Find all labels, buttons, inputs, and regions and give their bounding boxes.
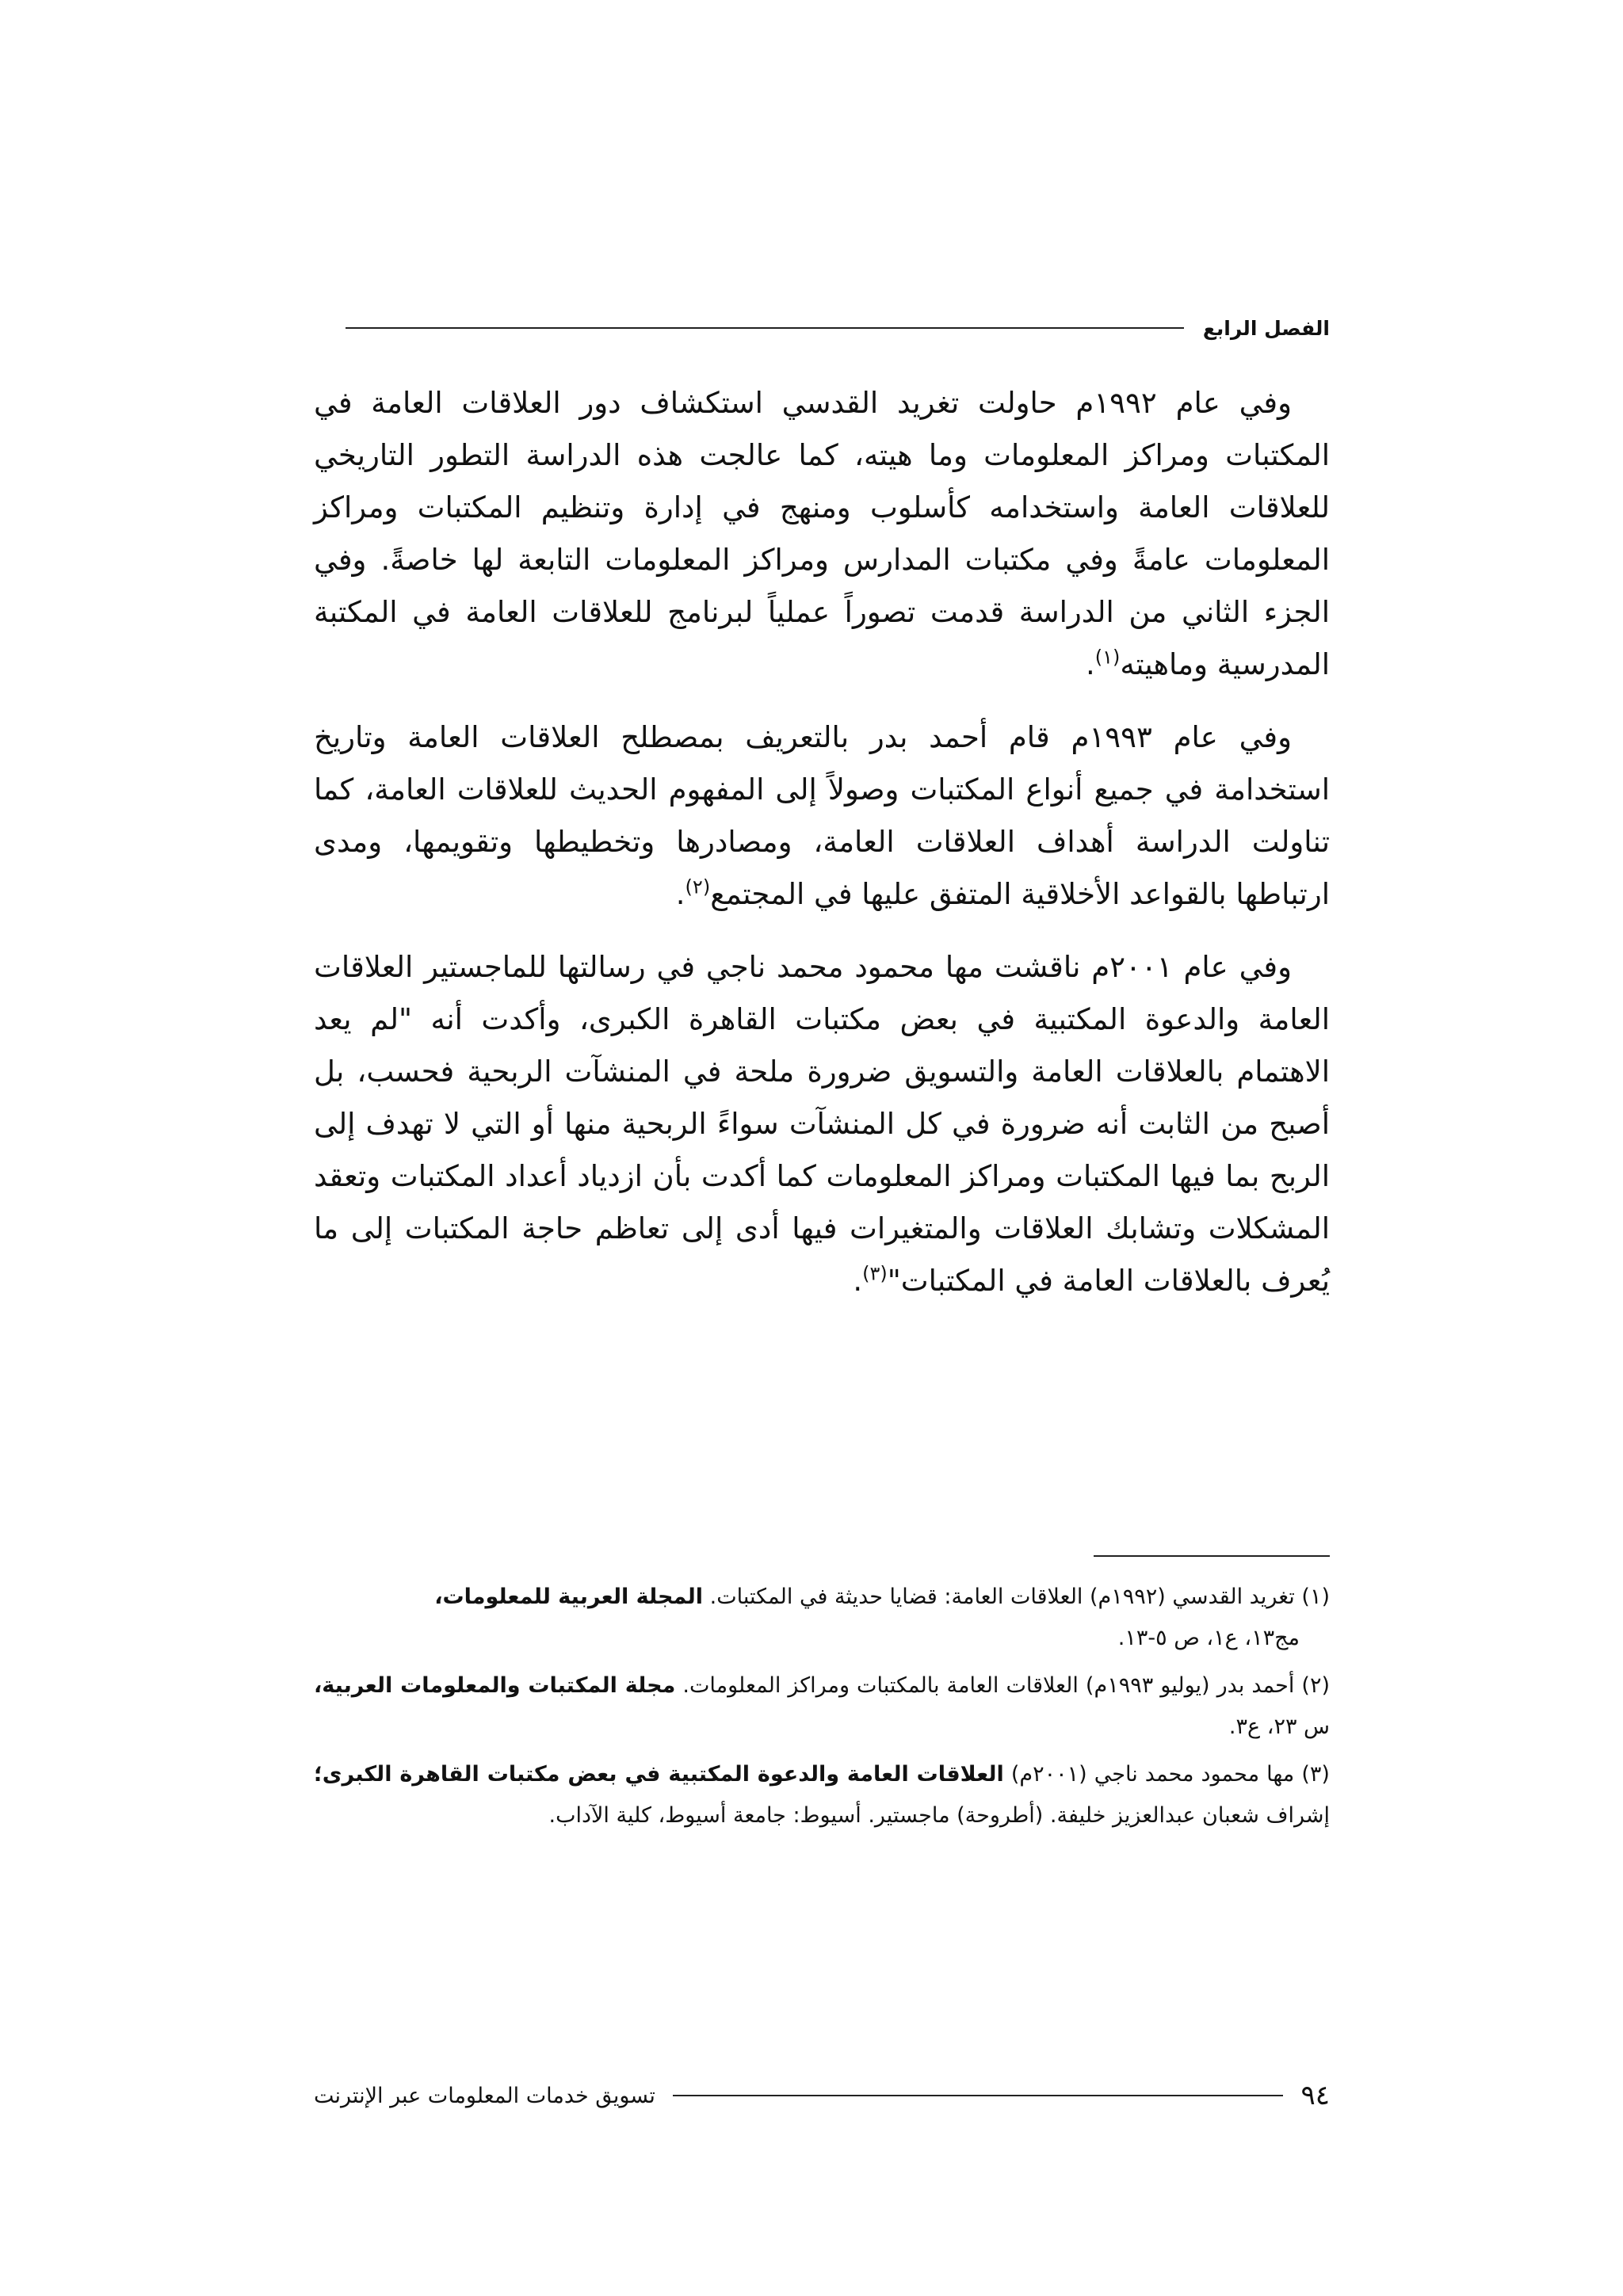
body-text <box>314 377 1330 1328</box>
footnote-1-number: (١) <box>1301 1585 1330 1609</box>
header-rule <box>346 327 1184 329</box>
footnote-3 <box>314 1754 1330 1836</box>
footnote-2-number: (٢) <box>1301 1673 1330 1698</box>
running-header <box>314 311 1330 345</box>
footnote-1 <box>314 1577 1330 1659</box>
footer-rule <box>673 2095 1284 2096</box>
footnote-2 <box>314 1665 1330 1748</box>
footnote-3-number: (٣) <box>1301 1762 1330 1787</box>
footnote-1-details: مج١٣، ع١، ص ٥-١٣. <box>1117 1626 1300 1650</box>
footnote-ref-3: (٣) <box>862 1262 888 1285</box>
footnote-1-text: تغريد القدسي (١٩٩٢م) العلاقات العامة: قضايا حديثة في المكتبات. <box>709 1585 1295 1609</box>
paragraph-1 <box>314 377 1330 691</box>
paragraph-3 <box>314 941 1330 1307</box>
footnote-ref-1: (١) <box>1094 646 1121 669</box>
footnote-3-details: إشراف شعبان عبدالعزيز خليفة. (أطروحة) ماجستير. أسيوط: جامعة أسيوط، كلية الآداب. <box>548 1803 1330 1828</box>
paragraph-2-text: وفي عام ١٩٩٣م قام أحمد بدر بالتعريف بمصطلح العلاقات العامة وتاريخ استخدامة في جميع أنواع المكتبات وصولاً إلى المفهوم الحديث للعلاقات العامة، كما تناولت الدراسة أهداف العلاقات العامة، ومصادرها وتخطيطها وتقويمها، ومدى ارتباطها بالقواعد الأخلاقية المتفق عليها في المجتمع <box>314 720 1330 911</box>
footnote-1-journal: المجلة العربية للمعلومات، <box>434 1585 704 1609</box>
paragraph-1-end: . <box>1085 647 1095 681</box>
paragraph-1-text: وفي عام ١٩٩٢م حاولت تغريد القدسي استكشاف دور العلاقات العامة في المكتبات ومراكز المعلومات وما هيته، كما عالجت هذه الدراسة التطور التاريخي للعلاقات العامة واستخدامه كأسلوب ومنهج في إدارة وتنظيم المكتبات ومراكز المعلومات عامةً وفي مكتبات المدارس ومراكز المعلومات التابعة لها خاصةً. وفي الجزء الثاني من الدراسة قدمت تصوراً عملياً لبرنامج للعلاقات العامة في المكتبة المدرسية وماهيته <box>314 386 1330 681</box>
paragraph-3-text: وفي عام ٢٠٠١م ناقشت مها محمود محمد ناجي في رسالتها للماجستير العلاقات العامة والدعوة المكتبية في بعض مكتبات القاهرة الكبرى، وأكدت أنه "لم يعد الاهتمام بالعلاقات العامة والتسويق ضرورة ملحة في المنشآت الربحية فحسب، بل أصبح من الثابت أنه ضرورة في كل المنشآت سواءً الربحية منها أو التي لا تهدف إلى الربح بما فيها المكتبات ومراكز المعلومات كما أكدت بأن ازدياد أعداد المكتبات وتعقد المشكلات وتشابك العلاقات والمتغيرات فيها أدى إلى تعاظم حاجة المكتبات إلى ما يُعرف بالعلاقات العامة في المكتبات" <box>314 950 1330 1298</box>
paragraph-2-end: . <box>675 877 685 911</box>
footnote-ref-2: (٢) <box>685 875 711 898</box>
chapter-title: الفصل الرابع <box>1202 316 1330 340</box>
footnotes <box>314 1577 1330 1843</box>
footnote-3-text: مها محمود محمد ناجي (٢٠٠١م) <box>1010 1762 1295 1787</box>
footnote-2-details: س ٢٣، ع٣. <box>1228 1714 1330 1739</box>
paragraph-2 <box>314 711 1330 921</box>
footnote-separator <box>1094 1555 1330 1557</box>
footnote-3-title: العلاقات العامة والدعوة المكتبية في بعض مكتبات القاهرة الكبرى؛ <box>314 1762 1004 1787</box>
page-footer <box>314 2076 1330 2115</box>
footnote-2-journal: مجلة المكتبات والمعلومات العربية، <box>314 1673 676 1698</box>
footnote-2-text: أحمد بدر (يوليو ١٩٩٣م) العلاقات العامة بالمكتبات ومراكز المعلومات. <box>682 1673 1295 1698</box>
page-number: ٩٤ <box>1300 2080 1330 2111</box>
paragraph-3-end: . <box>853 1264 863 1298</box>
book-title: تسويق خدمات المعلومات عبر الإنترنت <box>314 2083 655 2108</box>
